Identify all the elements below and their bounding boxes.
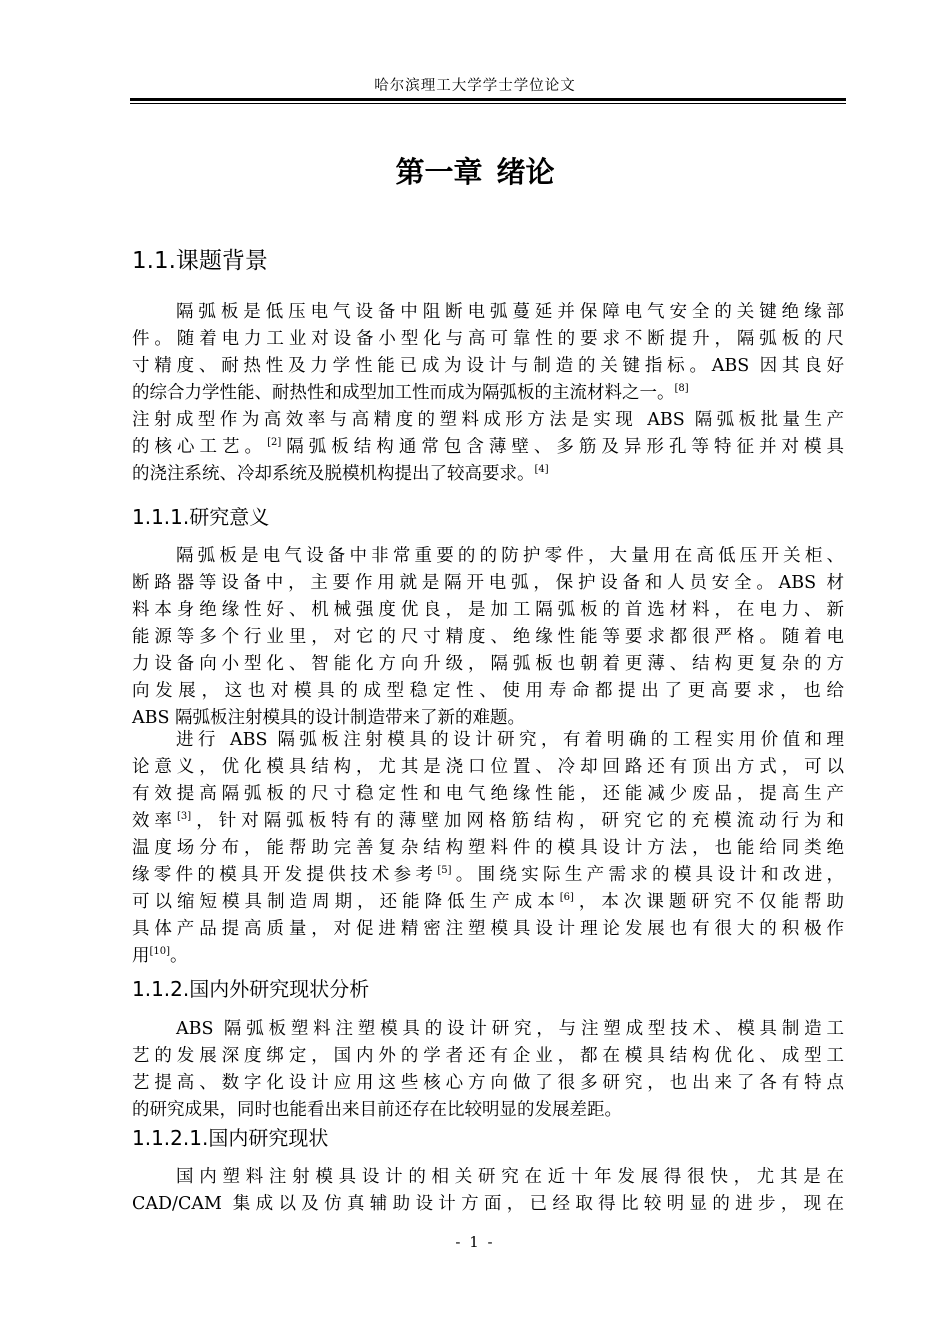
text-line: 温度场分布，能帮助完善复杂结构塑料件的模具设计方法，也能给同类绝 (132, 838, 844, 858)
text-segment: 用 (132, 946, 150, 966)
text-line: 艺的发展深度绑定，国内外的学者还有企业，都在模具结构优化、成型工 (132, 1046, 844, 1066)
text-line: 能源等多个行业里，对它的尺寸精度、绝缘性能等要求都很严格。随着电 (132, 627, 844, 647)
chapter-title (0, 150, 950, 191)
text-line: 论意义，优化模具结构，尤其是浇口位置、冷却回路还有顶出方式，可以 (132, 757, 844, 777)
text-line: 隔弧板是电气设备中非常重要的的防护零件，大量用在高低压开关柜、 (176, 546, 844, 566)
text-segment: 的综合力学性能、耐热性和成型加工性而成为隔弧板的主流材料之一。 (132, 383, 675, 403)
text-segment: ，针对隔弧板特有的薄壁加网格筋结构，研究它的充模流动行为和 (191, 811, 845, 831)
text-line: 艺提高、数字化设计应用这些核心方向做了很多研究，也出来了各有特点 (132, 1073, 844, 1093)
paragraph-significance-1 (132, 543, 844, 732)
text-line: 断路器等设备中，主要作用就是隔开电弧，保护设备和人员安全。ABS 材 (132, 573, 844, 593)
text-segment: ，本次课题研究不仅能帮助 (573, 892, 845, 912)
header-rule-thick (130, 98, 846, 101)
text-line: ABS 隔弧板注射模具的设计制造带来了新的难题。 (132, 708, 526, 728)
page-number: - 1 - (455, 1233, 495, 1251)
text-segment: 可以缩短模具制造周期，还能降低生产成本 (132, 892, 560, 912)
text-line: 的研究成果，同时也能看出来目前还存在比较明显的发展差距。 (132, 1100, 622, 1120)
text-line: 注射成型作为高效率与高精度的塑料成形方法是实现 ABS 隔弧板批量生产 (132, 410, 844, 430)
chapter-name: 绪论 (496, 155, 555, 189)
citation: [10] (149, 946, 171, 957)
header-rule-thin (130, 103, 846, 104)
text-segment: 的浇注系统、冷却系统及脱模机构提出了较高要求。 (132, 464, 535, 484)
citation: [5] (437, 865, 452, 876)
citation: [2] (267, 437, 282, 448)
paragraph-domestic-status (132, 1164, 844, 1218)
text-segment: 。围绕实际生产需求的模具设计和改进， (451, 865, 845, 885)
section-heading-1-1-2: 1.1.2.国内外研究现状分析 (132, 977, 370, 1001)
text-segment: 隔弧板结构通常包含薄壁、多筋及异形孔等特征并对模具 (281, 437, 845, 457)
text-line (132, 434, 844, 461)
text-line: 料本身绝缘性好、机械强度优良，是加工隔弧板的首选材料，在电力、新 (132, 600, 844, 620)
section-heading-1-1: 1.1.课题背景 (132, 248, 268, 274)
paragraph-background (132, 299, 844, 488)
citation: [8] (674, 383, 689, 394)
text-line (132, 862, 844, 889)
text-line (132, 380, 844, 407)
section-heading-1-1-2-1: 1.1.2.1.国内研究现状 (132, 1126, 329, 1150)
text-line (132, 889, 844, 916)
paragraph-significance-2 (132, 727, 844, 970)
text-line (132, 461, 844, 488)
text-line: 隔弧板是低压电气设备中阻断电弧蔓延并保障电气安全的关键绝缘部 (176, 302, 844, 322)
text-line (132, 943, 844, 970)
paragraph-status-analysis (132, 1016, 844, 1124)
text-segment: 的核心工艺。 (132, 437, 268, 457)
text-segment: 效率 (132, 811, 178, 831)
chapter-number: 第一章 (395, 155, 483, 189)
text-line: 件。随着电力工业对设备小型化与高可靠性的要求不断提升，隔弧板的尺 (132, 329, 844, 349)
running-header: 哈尔滨理工大学学士学位论文 (374, 78, 576, 94)
text-line: 向发展，这也对模具的成型稳定性、使用寿命都提出了更高要求，也给 (132, 681, 844, 701)
text-line: 具体产品提高质量，对促进精密注塑模具设计理论发展也有很大的积极作 (132, 919, 844, 939)
citation: [4] (534, 464, 549, 475)
text-segment: 。 (170, 946, 188, 966)
text-line: 有效提高隔弧板的尺寸稳定性和电气绝缘性能，还能减少废品，提高生产 (132, 784, 844, 804)
citation: [6] (559, 892, 574, 903)
citation: [3] (177, 811, 192, 822)
text-line: CAD/CAM 集成以及仿真辅助设计方面，已经取得比较明显的进步，现在 (132, 1194, 844, 1214)
text-segment: 缘零件的模具开发提供技术参考 (132, 865, 438, 885)
text-line: 寸精度、耐热性及力学性能已成为设计与制造的关键指标。ABS 因其良好 (132, 356, 844, 376)
text-line: 国内塑料注射模具设计的相关研究在近十年发展得很快，尤其是在 (176, 1167, 844, 1187)
section-heading-1-1-1: 1.1.1.研究意义 (132, 505, 270, 529)
text-line: 进行 ABS 隔弧板注射模具的设计研究，有着明确的工程实用价值和理 (176, 730, 844, 750)
text-line (132, 808, 844, 835)
text-line: 力设备向小型化、智能化方向升级，隔弧板也朝着更薄、结构更复杂的方 (132, 654, 844, 674)
text-line: ABS 隔弧板塑料注塑模具的设计研究，与注塑成型技术、模具制造工 (176, 1019, 844, 1039)
